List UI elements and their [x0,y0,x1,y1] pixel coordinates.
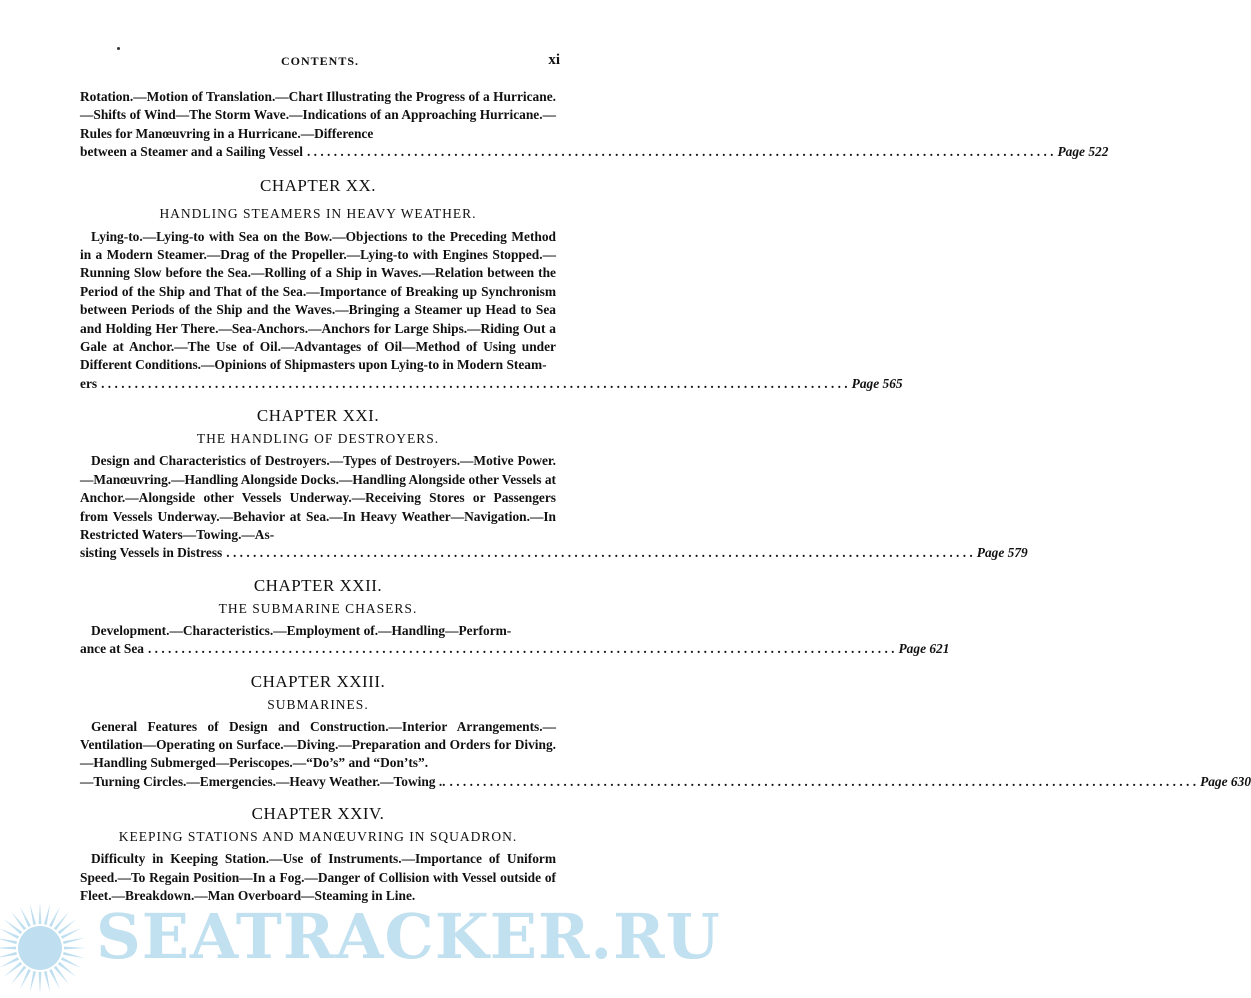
chapter-leader-line [80,375,903,393]
chapter-heading: CHAPTER XX. [259,175,376,195]
chapter-leader-line [80,640,950,658]
chapter-heading: CHAPTER XXIII. [250,671,386,691]
chapter-last-line: —Turning Circles.—Emergencies.—Heavy Weather.—Towing .. [80,773,446,789]
watermark [0,880,721,995]
contents-body [80,88,1251,905]
chapter-summary: General Features of Design and Construction.—Interior Arrangements.—Ventilation—Operating on Surface.—Diving.—Preparation and Orders for Diving.—Handling Submerged—Periscopes.—“Do’s” and “Don’ts”. [80,718,556,771]
chapter-last-line: sisting Vessels in Distress [80,545,223,561]
chapter-title: KEEPING STATIONS AND MANŒUVRING IN SQUADRON. [118,829,518,845]
chapter-page-ref: Page 565 [851,375,903,391]
chapter-heading: CHAPTER XXIV. [251,804,385,824]
running-head [80,54,560,74]
dot-leader [307,143,1054,161]
chapter-last-line: ance at Sea [80,641,144,657]
chapter-heading: CHAPTER XXI. [256,406,380,426]
dot-leader [226,544,973,562]
chapter-summary: Lying-to.—Lying-to with Sea on the Bow.—Objections to the Preceding Method in a Modern Steamer.—Drag of the Propeller.—Lying-to with Engines Stopped.—Running Slow before the Sea.—Rolling of a Ship in Waves.—Relation between the Period of the Ship and That of the Sea.—Importance of Breaking up Synchronism between Periods of the Ship and the Waves.—Bringing a Steamer up Head to Sea and Holding Her There.—Sea-Anchors.—Anchors for Large Ships.—Riding Out a Gale at Anchor.—The Use of Oil.—Advantages of Oil—Method of Using under Different Conditions.—Opinions of Shipmasters upon Lying-to in Modern Steam- [80,228,556,373]
watermark-text: SEATRACKER.RU [96,900,721,973]
chapter-page-ref: Page 630 [1200,773,1251,789]
dot-leader [148,640,895,658]
dot-leader [450,773,1197,791]
intro-last-line: between a Steamer and a Sailing Vessel [80,144,303,160]
intro-text: Rotation.—Motion of Translation.—Chart Illustrating the Progress of a Hurricane.—Shifts of Wind—The Storm Wave.—Indications of an Approaching Hurricane.—Rules for Manœuvring in a Hurricane.—Difference [80,89,556,141]
chapter-title: HANDLING STEAMERS IN HEAVY WEATHER. [159,205,477,221]
chapter-title: THE SUBMARINE CHASERS. [218,600,418,616]
dot-leader [101,375,848,393]
chapter-page-ref: Page 621 [898,641,950,657]
chapter-summary: Difficulty in Keeping Station.—Use of Instruments.—Importance of Uniform Speed.—To Regain Position—In a Fog.—Danger of Collision with Vessel outside of Fleet.—Breakdown.—Man Overboard—Steaming in Line. [80,851,556,903]
intro-leader-line [80,143,1109,161]
page-number: xi [548,52,560,68]
intro-page-ref: Page 522 [1057,144,1109,160]
speck [117,47,120,50]
running-title: CONTENTS. [280,54,360,68]
sunburst-icon [0,888,110,998]
chapter-heading: CHAPTER XXII. [253,575,383,595]
chapter-summary: Development.—Characteristics.—Employment of.—Handling—Perform- [91,622,512,638]
chapter-leader-line [80,544,1028,562]
chapter-title: SUBMARINES. [267,696,369,712]
chapter-summary: Design and Characteristics of Destroyers.—Types of Destroyers.—Motive Power.—Manœuvring.—Handling Alongside Docks.—Handling Alongside other Vessels at Anchor.—Alongside other Vessels Underway.—Receiving Stores or Passengers from Vessels Underway.—Behavior at Sea.—In Heavy Weather—Navigation.—In Restricted Waters—Towing.—As- [80,453,556,542]
chapter-leader-line [80,773,1251,791]
chapter-last-line: ers [80,375,98,391]
chapter-title: THE HANDLING OF DESTROYERS. [196,431,440,447]
chapter-page-ref: Page 579 [976,545,1028,561]
